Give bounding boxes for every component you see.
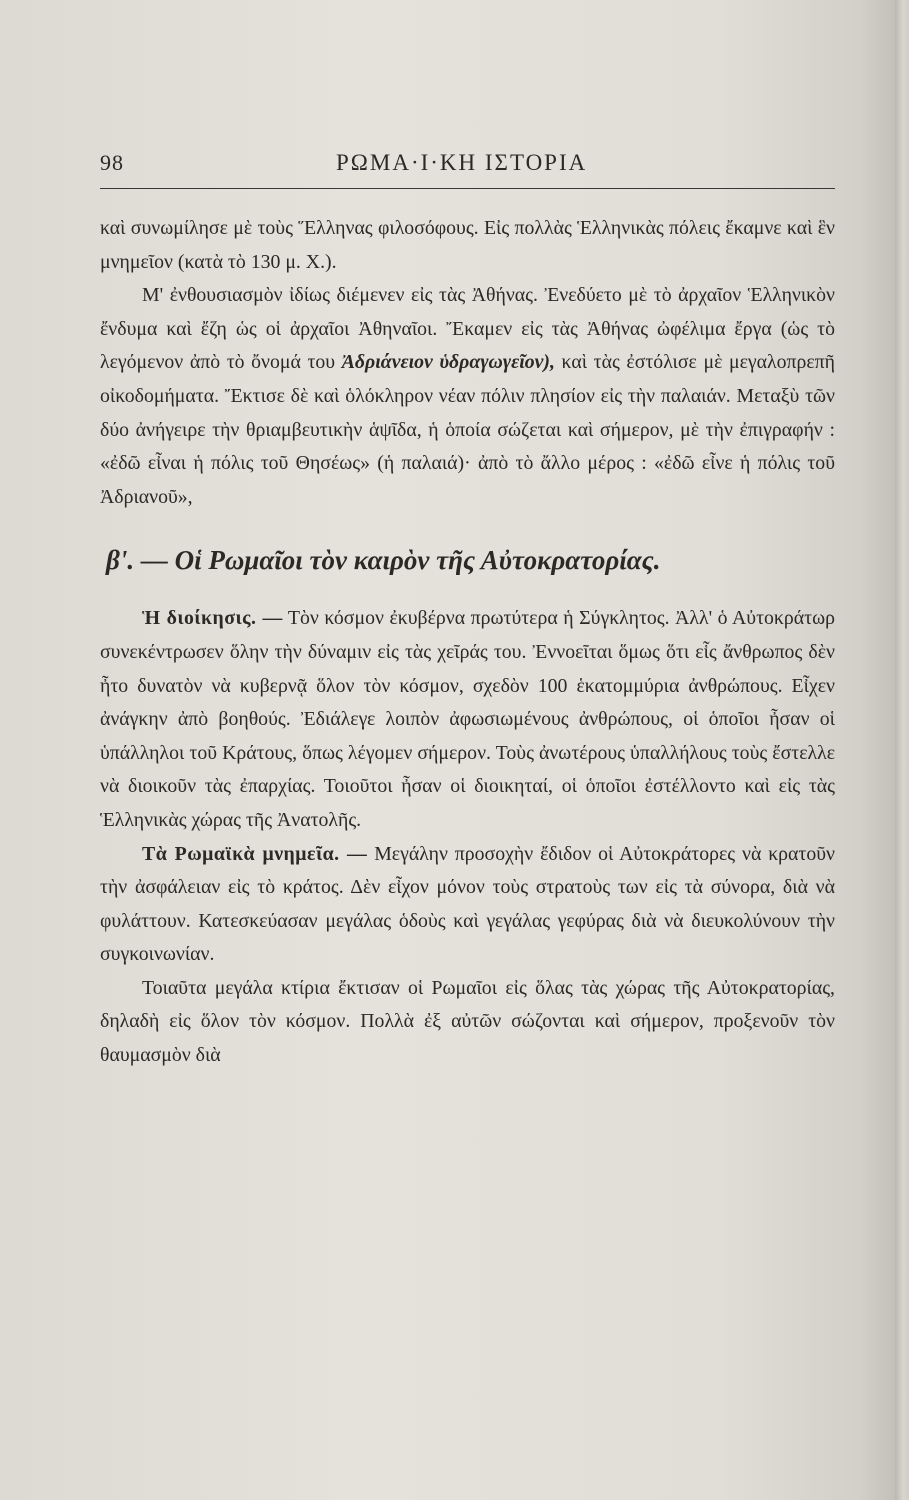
paragraph-administration (100, 602, 835, 837)
paragraph-2 (100, 279, 835, 514)
paragraph-monuments (100, 838, 835, 972)
paragraph-1 (100, 212, 835, 279)
page-number: 98 (100, 150, 124, 175)
paragraph-1-text: καὶ συνωμίλησε μὲ τοὺς Ἕλληνας φιλοσόφους. Εἰς πολλὰς Ἑλληνικὰς πόλεις ἔκαμνε καὶ ἓν μνημεῖον (κατὰ τὸ 130 μ. Χ.). (100, 217, 835, 273)
monuments-text: Μεγάλην προσοχὴν ἔδιδον οἱ Αὐτοκράτορες νὰ κρατοῦν τὴν ἀσφάλειαν εἰς τὸ κράτος. Δὲν εἶχον μόνον τοὺς στρατοὺς των εἰς τὰ σύνορα, διὰ νὰ φυλάττουν. Κατεσκεύασαν μεγάλας ὁδοὺς καὶ γεγάλας γεφύρας διὰ νὰ διευκολύνουν τὴν συγκοινωνίαν. (100, 842, 836, 966)
body-text (100, 212, 835, 1073)
page-edge-shadow (895, 0, 909, 1500)
section-heading: β'. — Οἱ Ρωμαῖοι τὸν καιρὸν τῆς Αὐτοκρατορίας. (106, 545, 661, 576)
paragraph-5 (100, 972, 835, 1073)
header-rule (100, 188, 835, 189)
page-header (100, 150, 835, 190)
running-title: ΡΩΜΑ·Ι·ΚΗ ΙΣΤΟΡΙΑ (336, 150, 588, 175)
paragraph-5-text: Τοιαῦτα μεγάλα κτίρια ἔκτισαν οἱ Ρωμαῖοι εἰς ὅλας τὰς χώρας τῆς Αὐτοκρατορίας, δηλαδὴ εἰς ὅλον τὸν κόσμον. Πολλὰ ἐξ αὐτῶν σώζονται καὶ σήμερον, προξενοῦν τὸν θαυμασμὸν διὰ (100, 976, 835, 1067)
paragraph-2-text: Μ' ἐνθουσιασμὸν ἰδίως διέμενεν εἰς τὰς Ἀθήνας. Ἐνεδύετο μὲ τὸ ἀρχαῖον Ἑλληνικὸν ἔνδυμα καὶ ἔζη ὡς οἱ ἀρχαῖοι Ἀθηναῖοι. Ἔκαμεν εἰς τὰς Ἀθήνας ὠφέλιμα ἔργα (ὡς τὸ λεγόμενον ἀπὸ τὸ ὄνομά του (100, 284, 835, 374)
aqueduct-emphasis: Ἀδριάνειον ὑδραγωγεῖον), (341, 351, 555, 374)
administration-text: Τὸν κόσμον ἐκυβέρνα πρωτύτερα ἡ Σύγκλητος. Ἀλλ' ὁ Αὐτοκράτωρ συνεκέντρωσεν ὅλην τὴν δύναμιν εἰς τὰς χεῖράς του. Ἐννοεῖται ὅμως ὅτι εἷς ἄνθρωπος δὲν ἦτο δυνατὸν νὰ κυβερνᾷ ὅλον τὸν κόσμον, σχεδὸν 100 ἑκατομμύρια ἀνθρώπους. Εἶχεν ἀνάγκην ἀπὸ βοηθούς. Ἐδιάλεγε λοιπὸν ἀφωσιωμένους ἀνθρώπους, οἱ ὁποῖοι ἦσαν οἱ ὑπάλληλοι τοῦ Κράτους, ὅπως λέγομεν σήμερον. Τοὺς ἀνωτέρους ὑπαλλήλους τοὺς ἔστελλε νὰ διοικοῦν τὰς ἐπαρχίας. Τοιοῦτοι ἦσαν οἱ διοικηταί, οἱ ὁποῖοι ἐστέλλοντο καὶ εἰς τὰς Ἑλληνικὰς χώρας τῆς Ἀνατολῆς. (100, 607, 835, 831)
paragraph-2-continuation: καὶ τὰς ἐστόλισε μὲ μεγαλοπρεπῆ οἰκοδομήματα. Ἔκτισε δὲ καὶ ὁλόκληρον νέαν πόλιν πλησίον εἰς τὴν παλαιάν. Μεταξὺ τῶν δύο ἀνήγειρε τὴν θριαμβευτικὴν ἁψῖδα, ἡ ὁποία σώζεται καὶ σήμερον, μὲ τὴν ἐπιγραφήν : «ἐδῶ εἶναι ἡ πόλις τοῦ Θησέως» (ἡ παλαιά)· ἀπὸ τὸ ἄλλο μέρος : «ἐδῶ εἶνε ἡ πόλις τοῦ Ἀδριανοῦ», (100, 351, 835, 508)
administration-heading: Ἡ διοίκησις. — (142, 607, 283, 630)
monuments-heading: Τὰ Ρωμαϊκὰ μνημεῖα. — (142, 842, 368, 865)
